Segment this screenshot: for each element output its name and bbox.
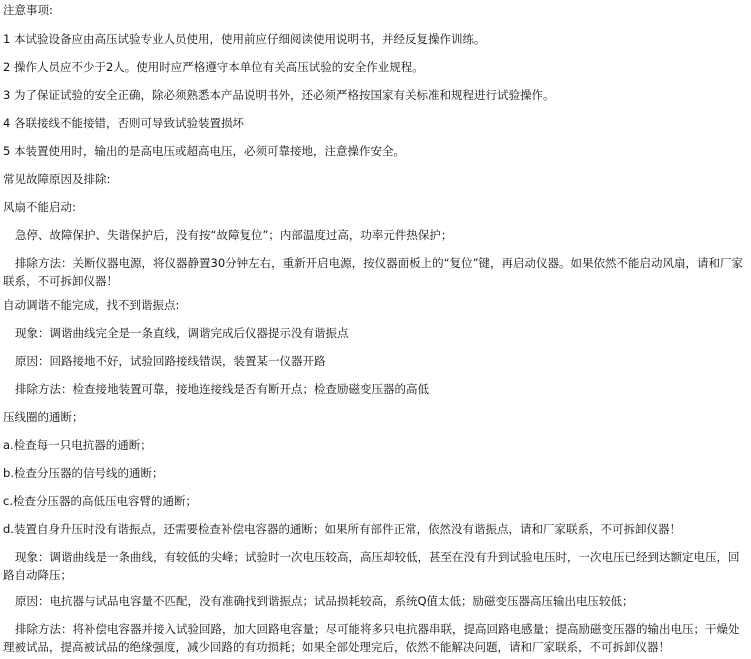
coil-check-item-d: d.装置自身升压时没有谐振点，还需要检查补偿电容器的通断；如果所有部件正常，依然没有谐振点，请和厂家联系，不可拆卸仪器！ [3, 522, 681, 536]
notice-item-3: 3 为了保证试验的安全正确，除必须熟悉本产品说明书外，还必须严格按国家有关标准和规程进行试验操作。 [3, 88, 555, 102]
coil-check-item-c: c.检查分压器的高低压电容臂的通断； [3, 494, 197, 508]
fan-fault-fix: 排除方法：关断仪器电源，将仪器静置30分钟左右，重新开启电源，按仪器面板上的“复位”键，再启动仪器。如果依然不能启动风扇，请和厂家联系，不可拆卸仪器！ [3, 256, 744, 288]
notice-item-4: 4 各联接线不能接错，否则可导致试验装置损坏 [3, 116, 244, 130]
fan-fault-cause: 急停、故障保护、失谐保护后，没有按“故障复位”；内部温度过高，功率元件热保护； [15, 228, 453, 242]
coil-check-title: 压线圈的通断； [3, 410, 84, 424]
notice-item-5: 5 本装置使用时，输出的是高电压或超高电压，必须可靠接地，注意操作安全。 [3, 144, 405, 158]
tuning-fault-title: 自动调谐不能完成，找不到谐振点: [3, 298, 180, 312]
tuning-fault-phenomenon: 现象：调谐曲线完全是一条直线，调谐完成后仪器提示没有谐振点 [15, 326, 349, 340]
tuning-fault-fix: 排除方法：检查接地装置可靠，接地连接线是否有断开点；检查励磁变压器的高低 [15, 382, 429, 396]
notice-item-1: 1 本试验设备应由高压试验专业人员使用，使用前应仔细阅读使用说明书，并经反复操作训练。 [3, 32, 486, 46]
curve-fault-phenomenon: 现象：调谐曲线是一条曲线，有较低的尖峰；试验时一次电压较高，高压却较低，甚至在没有升到试验电压时，一次电压已经到达额定电压，回路自动降压； [3, 550, 740, 582]
curve-fault-fix: 排除方法：将补偿电容器并接入试验回路，加大回路电容量；尽可能将多只电抗器串联，提高回路电感量；提高励磁变压器的输出电压；干燥处理被试品，提高被试品的绝缘强度，减少回路的有功损耗；如果全部处理完后，依然不能解决问题，请和厂家联系，不可拆卸仪器！ [3, 622, 740, 654]
faults-heading: 常见故障原因及排除: [3, 172, 111, 186]
fan-fault-title: 风扇不能启动: [3, 200, 76, 214]
curve-fault-reason: 原因：电抗器与试品电容量不匹配，没有准确找到谐振点；试品损耗较高，系统Q值太低；励磁变压器高压输出电压较低； [15, 594, 634, 608]
coil-check-item-b: b.检查分压器的信号线的通断； [3, 466, 164, 480]
notice-heading: 注意事项: [3, 3, 53, 17]
notice-item-2: 2 操作人员应不少于2人。使用时应严格遵守本单位有关高压试验的安全作业规程。 [3, 60, 424, 74]
tuning-fault-reason: 原因：回路接地不好，试验回路接线错误，装置某一仪器开路 [15, 354, 326, 368]
coil-check-item-a: a.检查每一只电抗器的通断； [3, 438, 152, 452]
